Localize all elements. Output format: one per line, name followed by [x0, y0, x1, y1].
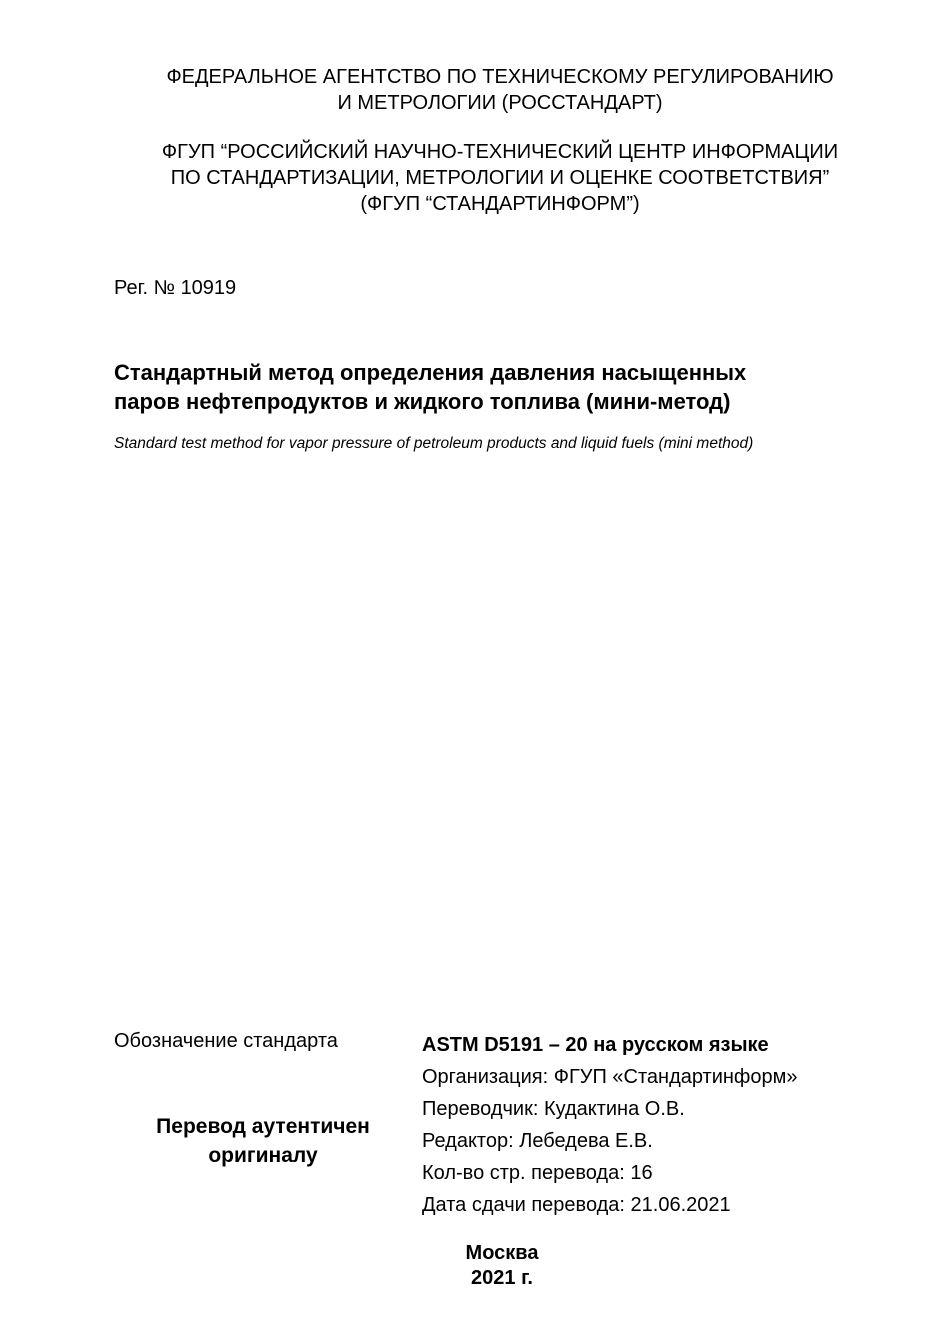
document-title-en: Standard test method for vapor pressure of petroleum products and liquid fuels (mini method): [114, 435, 754, 452]
title-ru-line-2: паров нефтепродуктов и жидкого топлива (мини-метод): [114, 389, 731, 414]
center-header: [110, 139, 890, 217]
page-count: Кол-во стр. перевода: 16: [422, 1162, 653, 1184]
agency-line-1: ФЕДЕРАЛЬНОЕ АГЕНТСТВО ПО ТЕХНИЧЕСКОМУ РЕГУЛИРОВАНИЮ: [166, 66, 834, 88]
authentic-line-2: оригиналу: [208, 1144, 318, 1167]
agency-line-2: И МЕТРОЛОГИИ (РОССТАНДАРТ): [337, 92, 663, 114]
center-line-2: ПО СТАНДАРТИЗАЦИИ, МЕТРОЛОГИИ И ОЦЕНКЕ СООТВЕТСТВИЯ”: [170, 167, 830, 189]
authentic-line-1: Перевод аутентичен: [156, 1115, 370, 1138]
center-line-1: ФГУП “РОССИЙСКИЙ НАУЧНО-ТЕХНИЧЕСКИЙ ЦЕНТР ИНФОРМАЦИИ: [161, 141, 839, 163]
agency-header: [110, 64, 890, 116]
document-title-ru: [114, 358, 914, 416]
city-year: [402, 1241, 602, 1291]
translator: Переводчик: Кудактина О.В.: [422, 1098, 685, 1120]
registration-number: Рег. № 10919: [114, 277, 237, 299]
designation-label: Обозначение стандарта: [114, 1030, 338, 1052]
center-line-3: (ФГУП “СТАНДАРТИНФОРМ”): [360, 193, 640, 215]
authenticity-note: [128, 1112, 398, 1170]
title-ru-line-1: Стандартный метод определения давления насыщенных: [114, 360, 747, 385]
delivery-date: Дата сдачи перевода: 21.06.2021: [422, 1194, 731, 1216]
year: 2021 г.: [471, 1267, 533, 1289]
city: Москва: [465, 1242, 539, 1264]
organization: Организация: ФГУП «Стандартинформ»: [422, 1066, 798, 1088]
translation-details: [422, 1029, 922, 1221]
standard-designation: ASTM D5191 – 20 на русском языке: [422, 1034, 769, 1056]
editor: Редактор: Лебедева Е.В.: [422, 1130, 653, 1152]
